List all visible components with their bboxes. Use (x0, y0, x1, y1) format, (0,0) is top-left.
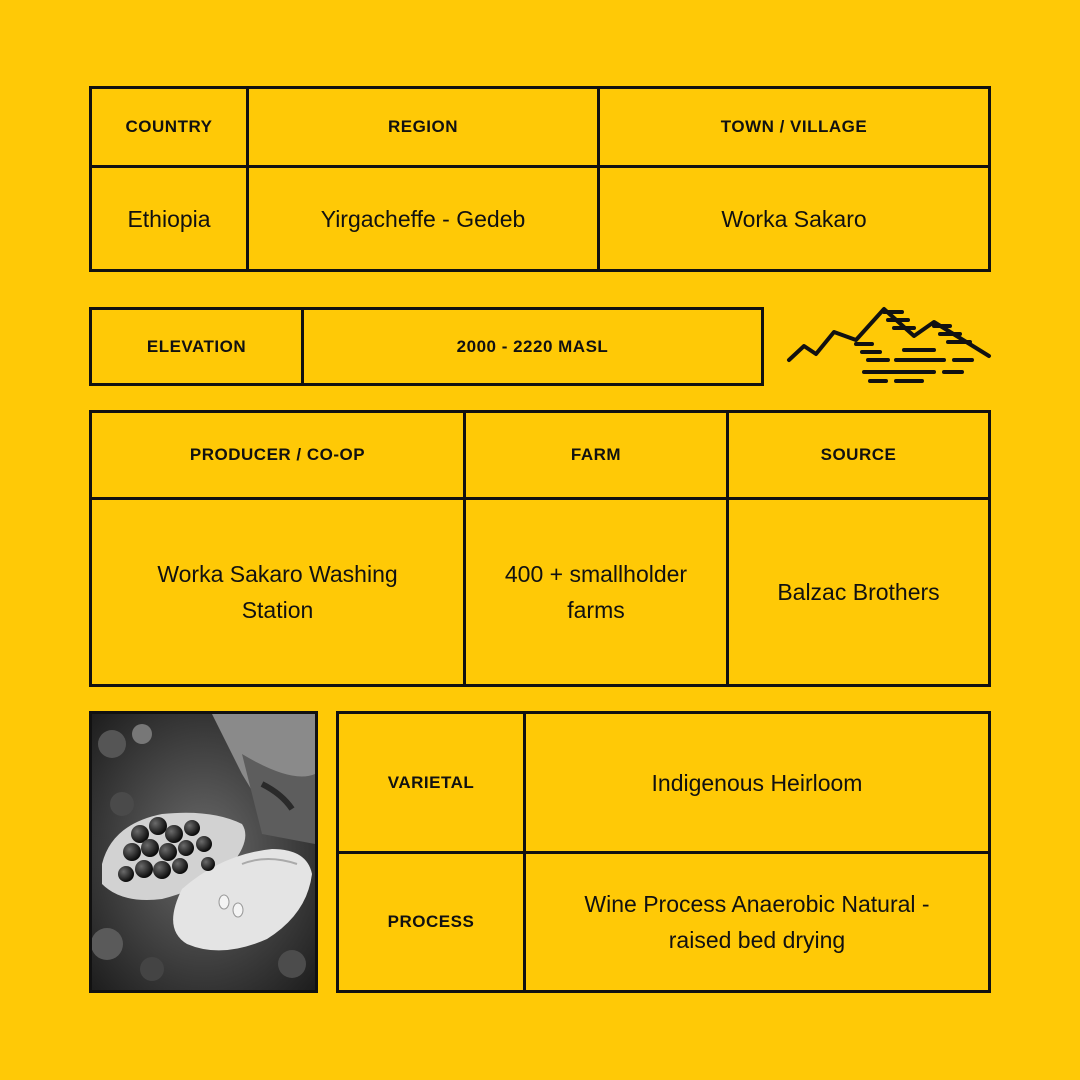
varietal-label: VARIETAL (387, 772, 475, 792)
process-value: Wine Process Anaerobic Natural - raised bed drying (584, 891, 930, 953)
source-value: Balzac Brothers (777, 579, 940, 605)
coffee-cherries-in-hands-photo (89, 711, 318, 993)
town-village-value: Worka Sakaro (721, 205, 867, 232)
process-label: PROCESS (387, 912, 475, 931)
country-header: COUNTRY (125, 117, 213, 136)
farm-header: FARM (570, 445, 622, 464)
producer-header: PRODUCER / CO-OP (189, 445, 366, 464)
producer-value: Worka Sakaro Washing Station (157, 561, 398, 623)
location-table (89, 86, 991, 272)
country-value: Ethiopia (127, 205, 211, 232)
varietal-value: Indigenous Heirloom (651, 769, 863, 796)
elevation-table (89, 307, 764, 386)
source-header: SOURCE (820, 445, 897, 464)
elevation-label: ELEVATION (146, 336, 247, 356)
origin-table (89, 410, 991, 687)
farm-value: 400 + smallholder farms (504, 561, 688, 623)
region-header: REGION (387, 117, 459, 136)
town-village-header: TOWN / VILLAGE (720, 117, 868, 136)
region-value: Yirgacheffe - Gedeb (320, 205, 526, 232)
mountains-icon (784, 300, 996, 390)
details-table (336, 711, 991, 993)
elevation-value: 2000 - 2220 MASL (456, 336, 609, 356)
